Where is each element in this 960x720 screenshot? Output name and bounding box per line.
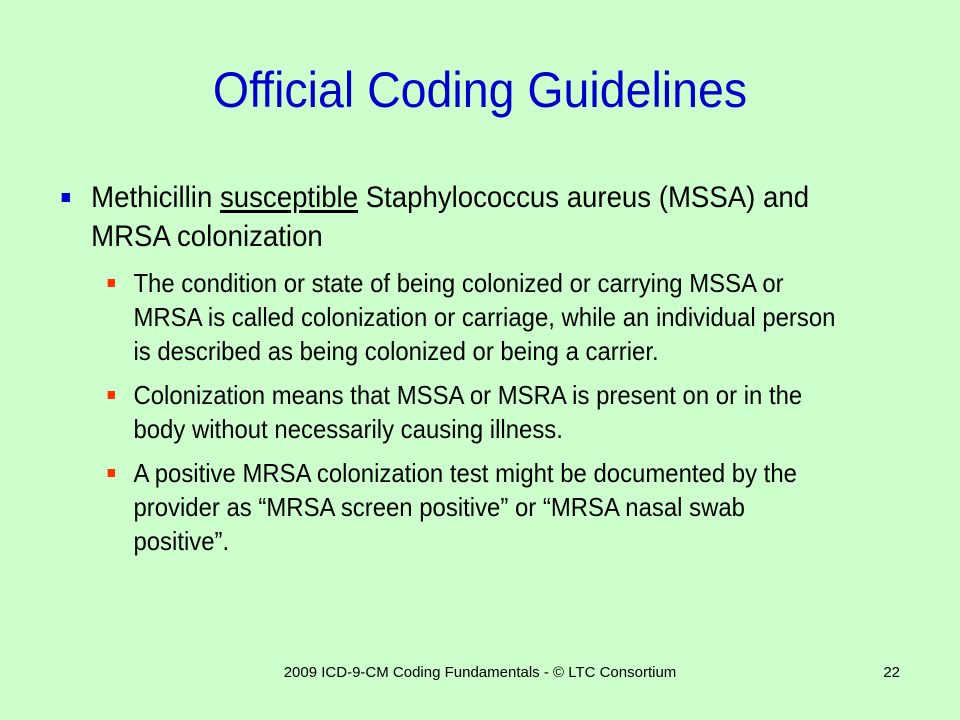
subbullet-text: Colonization means that MSSA or MSRA is present on or in the body without necessarily causing illness. [133,380,803,444]
square-bullet-icon [108,279,115,287]
square-bullet-icon [62,193,70,202]
slide-title: Official Coding Guidelines [212,62,748,118]
page-number: 22 [883,664,900,681]
subbullet-text: The condition or state of being colonized or carrying MSSA or MRSA is called colonization or carriage, while an individual person is described as being colonized or being a carrier. [133,268,836,366]
slide-content [58,178,840,558]
bullet-text-suffix: Staphylococcus aureus (MSSA) and MRSA colonization [91,181,810,253]
subbullet-item-colonization-meaning [108,378,840,446]
bullet-text-underlined: susceptible [219,181,359,214]
square-bullet-icon [108,469,115,477]
slide-footer: 2009 ICD-9-CM Coding Fundamentals - © LTC Consortium [283,664,677,681]
subbullet-text: A positive MRSA colonization test might be documented by the provider as “MRSA screen positive” or “MRSA nasal swab positive”. [133,458,797,556]
square-bullet-icon [108,391,115,399]
subbullet-item-positive-test [108,456,840,558]
bullet-item-mssa-mrsa [58,178,840,256]
subbullet-item-colonization-definition [108,266,840,368]
bullet-text-prefix: Methicillin [91,181,220,214]
